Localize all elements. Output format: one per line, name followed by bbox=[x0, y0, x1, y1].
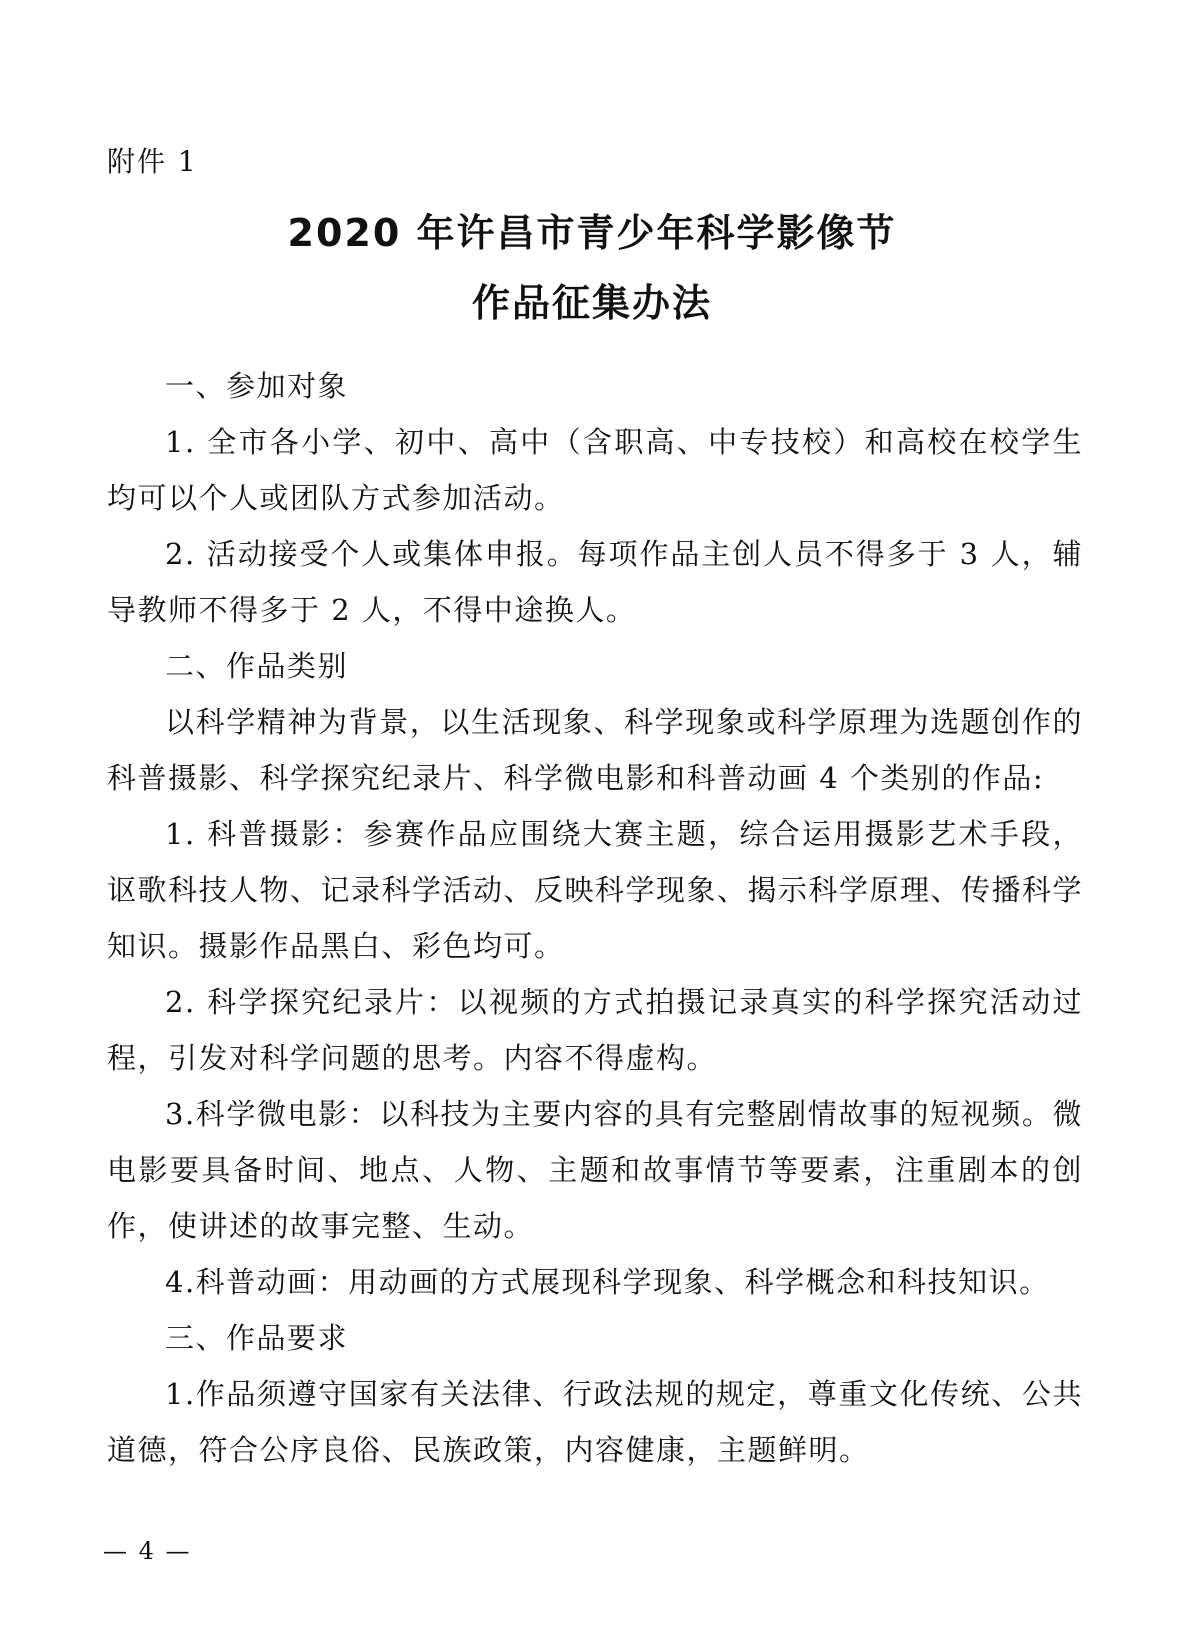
paragraph: 1. 全市各小学、初中、高中（含职高、中专技校）和高校在校学生均可以个人或团队方式参加活动。 bbox=[107, 425, 1083, 515]
section-heading-categories: 二、作品类别 bbox=[165, 649, 349, 683]
paragraph: 3.科学微电影：以科技为主要内容的具有完整剧情故事的短视频。微电影要具备时间、地点、人物、主题和故事情节等要素，注重剧本的创作，使讲述的故事完整、生动。 bbox=[107, 1097, 1083, 1243]
paragraph: 以科学精神为背景，以生活现象、科学现象或科学原理为选题创作的科普摄影、科学探究纪录片、科学微电影和科普动画 4 个类别的作品: bbox=[107, 705, 1083, 795]
document-body bbox=[107, 358, 1083, 1478]
paragraph: 1.作品须遵守国家有关法律、行政法规的规定，尊重文化传统、公共道德，符合公序良俗、民族政策，内容健康，主题鲜明。 bbox=[107, 1377, 1083, 1467]
paragraph: 2. 科学探究纪录片：以视频的方式拍摄记录真实的科学探究活动过程，引发对科学问题的思考。内容不得虚构。 bbox=[107, 985, 1083, 1075]
page-number: — 4 — bbox=[103, 1537, 192, 1565]
paragraph: 1. 科普摄影：参赛作品应围绕大赛主题，综合运用摄影艺术手段，讴歌科技人物、记录科学活动、反映科学现象、揭示科学原理、传播科学知识。摄影作品黑白、彩色均可。 bbox=[107, 817, 1084, 963]
attachment-label: 附件 1 bbox=[107, 145, 198, 178]
document-title-line-1: 2020 年许昌市青少年科学影像节 bbox=[287, 211, 897, 255]
section-heading-participants: 一、参加对象 bbox=[165, 369, 349, 403]
paragraph: 2. 活动接受个人或集体申报。每项作品主创人员不得多于 3 人，辅导教师不得多于 2 人，不得中途换人。 bbox=[107, 537, 1083, 627]
document-title-line-2: 作品征集办法 bbox=[471, 281, 712, 325]
paragraph: 4.科普动画：用动画的方式展现科学现象、科学概念和科技知识。 bbox=[165, 1265, 1050, 1299]
section-heading-requirements: 三、作品要求 bbox=[165, 1321, 349, 1355]
